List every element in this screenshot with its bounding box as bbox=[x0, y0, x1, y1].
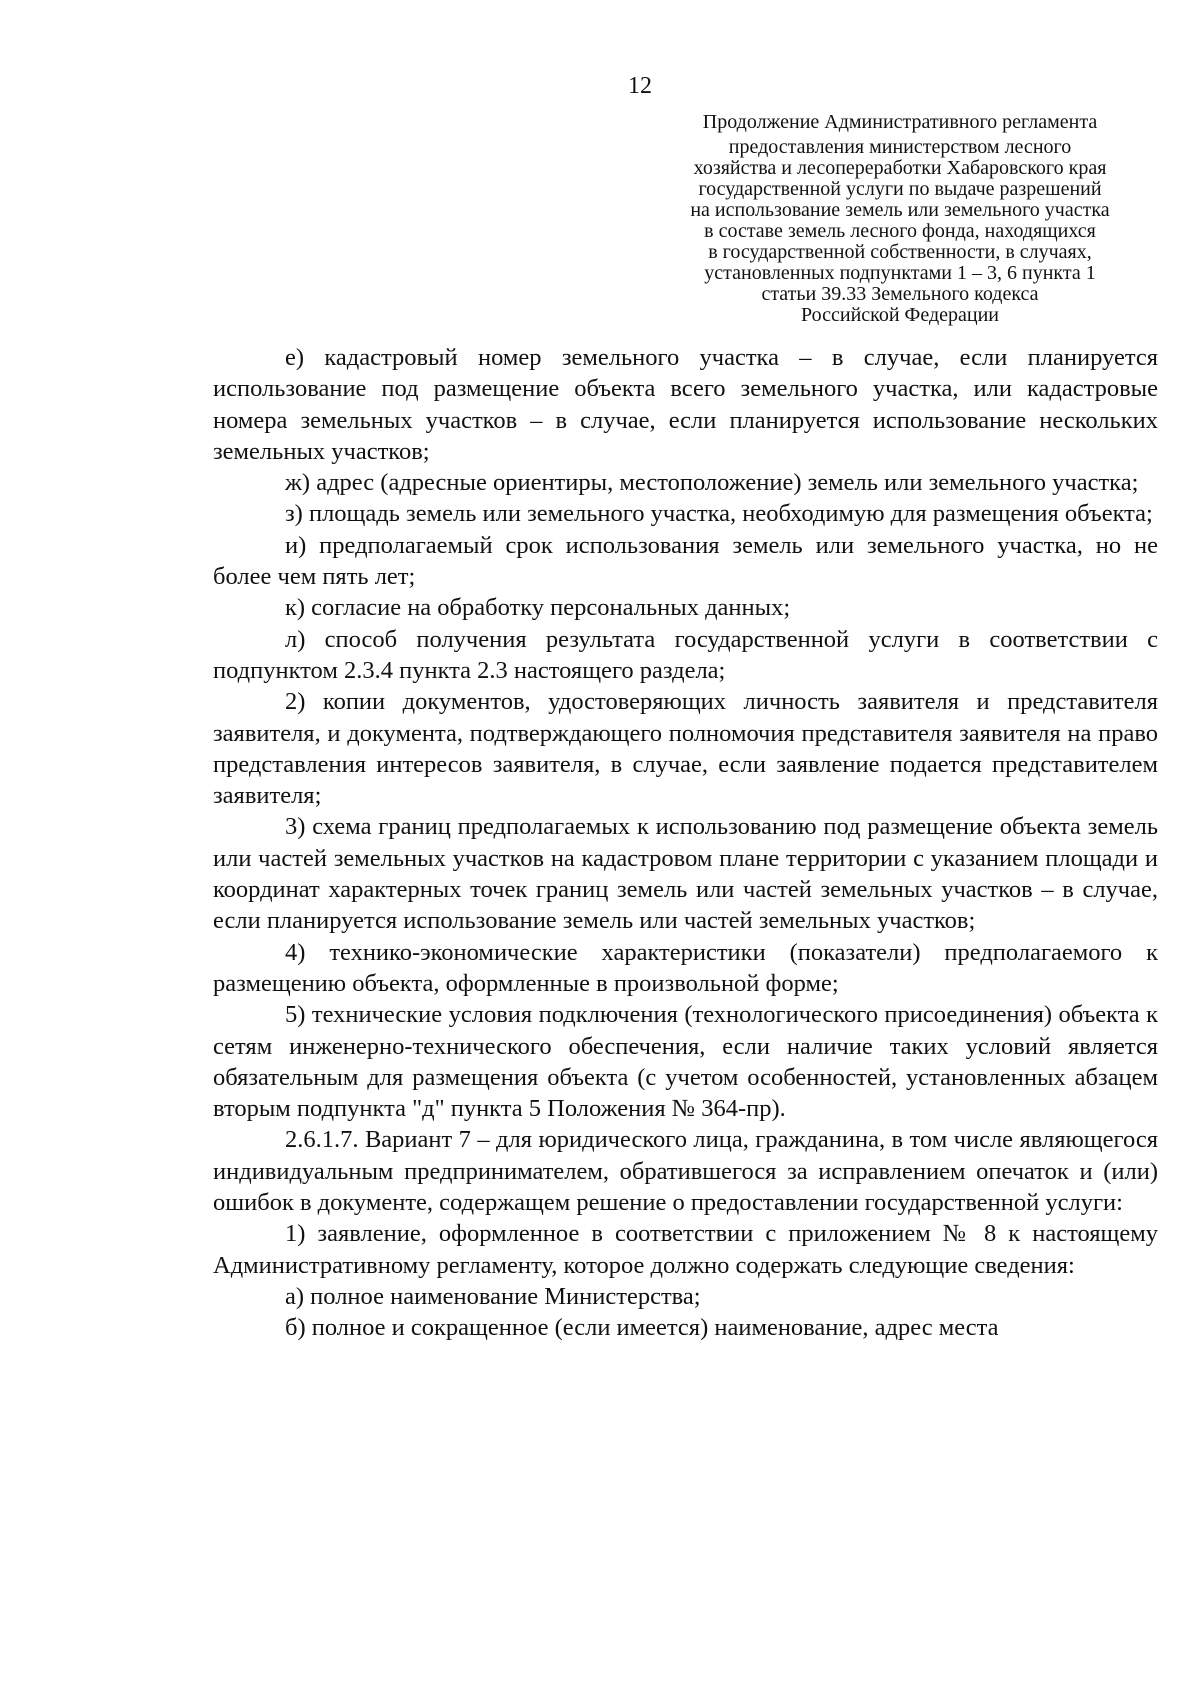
paragraph-variant-7: 2.6.1.7. Вариант 7 – для юридического лица, гражданина, в том числе являющегося индивидуальным предпринимателем, обратившегося за исправлением опечаток и (или) ошибок в документе, содержащем решение о предоставлении государственной услуги: bbox=[213, 1126, 1158, 1217]
header-line: хозяйства и лесопереработки Хабаровского края bbox=[693, 157, 1107, 179]
document-header bbox=[640, 112, 1160, 326]
header-line: государственной услуги по выдаче разрешений bbox=[698, 178, 1102, 200]
paragraph-item-i: и) предполагаемый срок использования земель или земельного участка, но не более чем пять лет; bbox=[213, 531, 1158, 591]
paragraph-item-1: 1) заявление, оформленное в соответствии с приложением № 8 к настоящему Административному регламенту, которое должно содержать следующие сведения: bbox=[213, 1220, 1158, 1279]
header-line: установленных подпунктами 1 – 3, 6 пункта 1 bbox=[704, 262, 1096, 284]
paragraph-item-zh: ж) адрес (адресные ориентиры, местоположение) земель или земельного участка; bbox=[285, 469, 1139, 497]
header-line: Продолжение Административного регламента bbox=[702, 111, 1098, 133]
paragraph-item-e: е) кадастровый номер земельного участка – в случае, если планируется использование под размещение объекта всего земельного участка, или кадастровые номера земельных участков – в случае, если планируется использование нескольких земельных участков; bbox=[213, 344, 1158, 465]
paragraph-item-4: 4) технико-экономические характеристики (показатели) предполагаемого к размещению объекта, оформленные в произвольной форме; bbox=[213, 938, 1158, 997]
paragraph-item-5: 5) технические условия подключения (технологического присоединения) объекта к сетям инженерно-технического обеспечения, если наличие таких условий является обязательным для размещения объекта (с учетом особенностей, установленных абзацем вторым подпункта "д" пункта 5 Положения № 364-пр). bbox=[213, 1001, 1158, 1123]
page-number: 12 bbox=[628, 73, 652, 99]
paragraph-item-2: 2) копии документов, удостоверяющих личность заявителя и представителя заявителя, и документа, подтверждающего полномочия представителя заявителя на право представления интересов заявителя, в случае, если заявление подается представителем заявителя; bbox=[213, 688, 1158, 810]
header-line: Российской Федерации bbox=[800, 304, 1000, 326]
paragraph-item-z: з) площадь земель или земельного участка, необходимую для размещения объекта; bbox=[285, 500, 1153, 528]
header-line: в составе земель лесного фонда, находящихся bbox=[704, 220, 1096, 242]
header-line: в государственной собственности, в случаях, bbox=[708, 241, 1092, 263]
paragraph-item-b: б) полное и сокращенное (если имеется) наименование, адрес места bbox=[285, 1314, 999, 1342]
header-line: на использование земель или земельного участка bbox=[690, 199, 1110, 221]
header-line: статьи 39.33 Земельного кодекса bbox=[761, 283, 1039, 305]
document-body bbox=[213, 342, 1158, 1344]
paragraph-item-3: 3) схема границ предполагаемых к использованию под размещение объекта земель или частей земельных участков на кадастровом плане территории с указанием площади и координат характерных точек границ земель или частей земельных участков – в случае, если планируется использование земель или частей земельных участков; bbox=[213, 813, 1158, 935]
paragraph-item-a: а) полное наименование Министерства; bbox=[285, 1282, 701, 1310]
paragraph-item-k: к) согласие на обработку персональных данных; bbox=[285, 594, 791, 622]
header-line: предоставления министерством лесного bbox=[728, 136, 1072, 158]
paragraph-item-l: л) способ получения результата государственной услуги в соответствии с подпунктом 2.3.4 пункта 2.3 настоящего раздела; bbox=[213, 625, 1158, 684]
